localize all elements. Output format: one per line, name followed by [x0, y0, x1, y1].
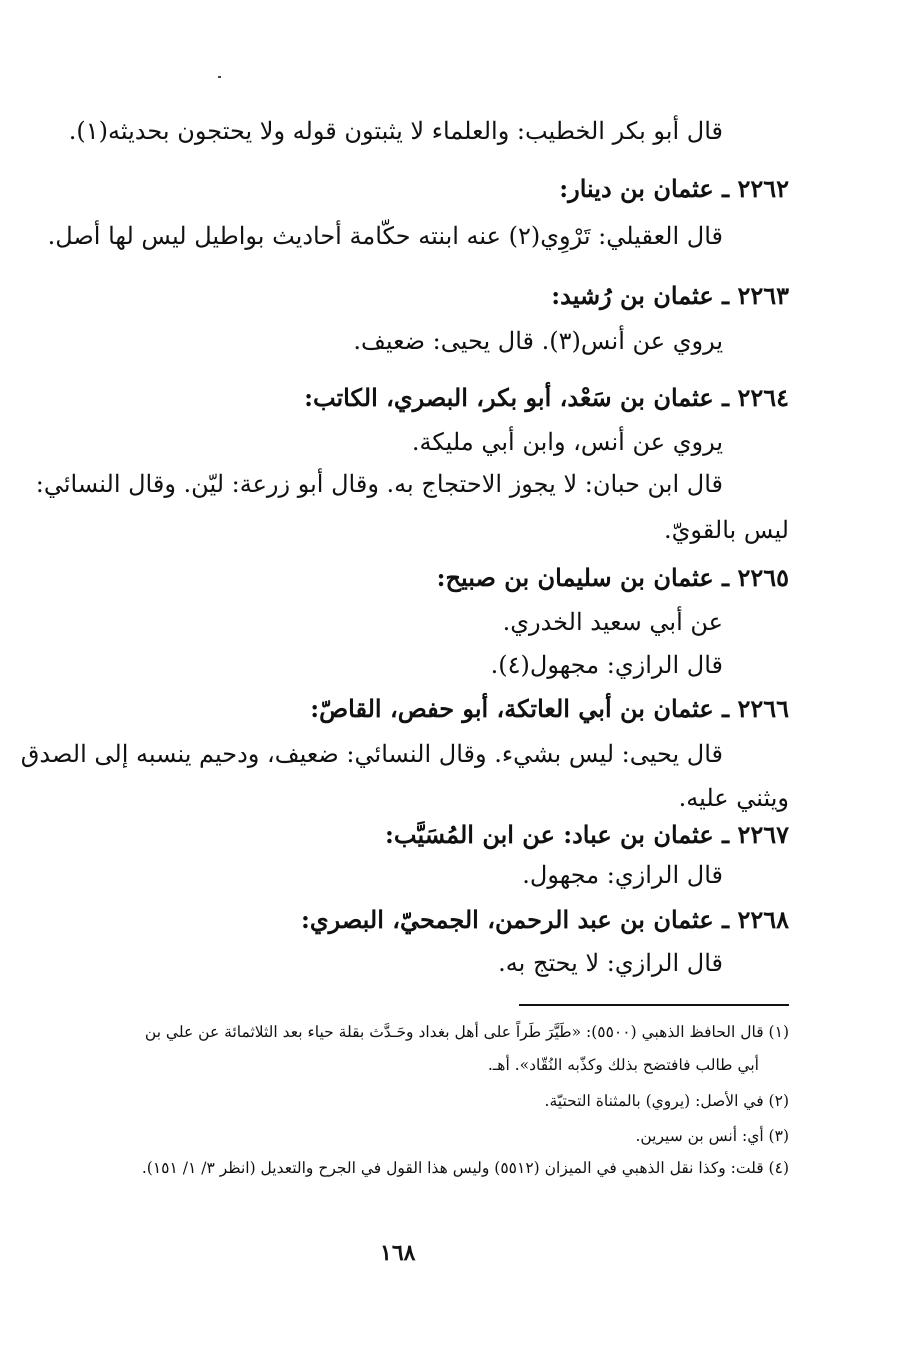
- footnote: (٣) أي: أنس بن سيرين.: [635, 1127, 789, 1145]
- body-line: قال يحيى: ليس بشيء. وقال النسائي: ضعيف، ودحيم ينسبه إلى الصدق: [20, 740, 723, 768]
- entry-heading: ٢٢٦٥ ـ عثمان بن سليمان بن صبيح:: [436, 563, 789, 592]
- scan-speck: [218, 76, 221, 78]
- body-line: ويثني عليه.: [678, 784, 789, 812]
- body-line: قال الرازي: مجهول(٤).: [490, 651, 723, 679]
- body-line: قال الرازي: لا يحتج به.: [498, 949, 723, 977]
- body-line: ليس بالقويّ.: [663, 516, 789, 544]
- body-line: قال الرازي: مجهول.: [522, 861, 723, 889]
- entry-heading: ٢٢٦٣ ـ عثمان بن رُشيد:: [551, 281, 789, 310]
- body-line: قال أبو بكر الخطيب: والعلماء لا يثبتون قوله ولا يحتجون بحديثه(١).: [68, 117, 723, 145]
- footnote: (٤) قلت: وكذا نقل الذهبي في الميزان (٥٥١٢) وليس هذا القول في الجرح والتعديل (انظر ٣/ ١/ ١٥١).: [141, 1159, 789, 1177]
- entry-heading: ٢٢٦٢ ـ عثمان بن دينار:: [559, 174, 789, 203]
- body-line: قال العقيلي: تَرْوِي(٢) عنه ابنته حكّامة أحاديث بواطيل ليس لها أصل.: [47, 222, 723, 250]
- entry-heading: ٢٢٦٤ ـ عثمان بن سَعْد، أبو بكر، البصري، الكاتب:: [304, 383, 789, 412]
- body-line: قال ابن حبان: لا يجوز الاحتجاج به. وقال أبو زرعة: ليّن. وقال النسائي:: [35, 470, 723, 498]
- footnote-continuation: أبي طالب فافتضح بذلك وكذّبه النُقّاد». أهـ.: [487, 1056, 759, 1074]
- page-number: ١٦٨: [380, 1240, 416, 1266]
- entry-heading: ٢٢٦٨ ـ عثمان بن عبد الرحمن، الجمحيّ، البصري:: [300, 905, 789, 934]
- entry-heading: ٢٢٦٧ ـ عثمان بن عباد: عن ابن المُسَيَّب:: [385, 820, 789, 849]
- footnote: (١) قال الحافظ الذهبي (٥٥٠٠): «طَيَّرَ طَراً على أهل بغداد وحَـدَّث بقلة حياء بعد الثلاثمائة عن علي بن: [144, 1023, 789, 1041]
- footnote-separator: [519, 1004, 789, 1006]
- body-line: عن أبي سعيد الخدري.: [502, 608, 723, 636]
- footnote: (٢) في الأصل: (يروي) بالمثناة التحتيّة.: [544, 1092, 789, 1110]
- body-line: يروي عن أنس(٣). قال يحيى: ضعيف.: [353, 327, 723, 355]
- body-line: يروي عن أنس، وابن أبي مليكة.: [411, 428, 723, 456]
- entry-heading: ٢٢٦٦ ـ عثمان بن أبي العاتكة، أبو حفص، القاصّ:: [310, 694, 789, 723]
